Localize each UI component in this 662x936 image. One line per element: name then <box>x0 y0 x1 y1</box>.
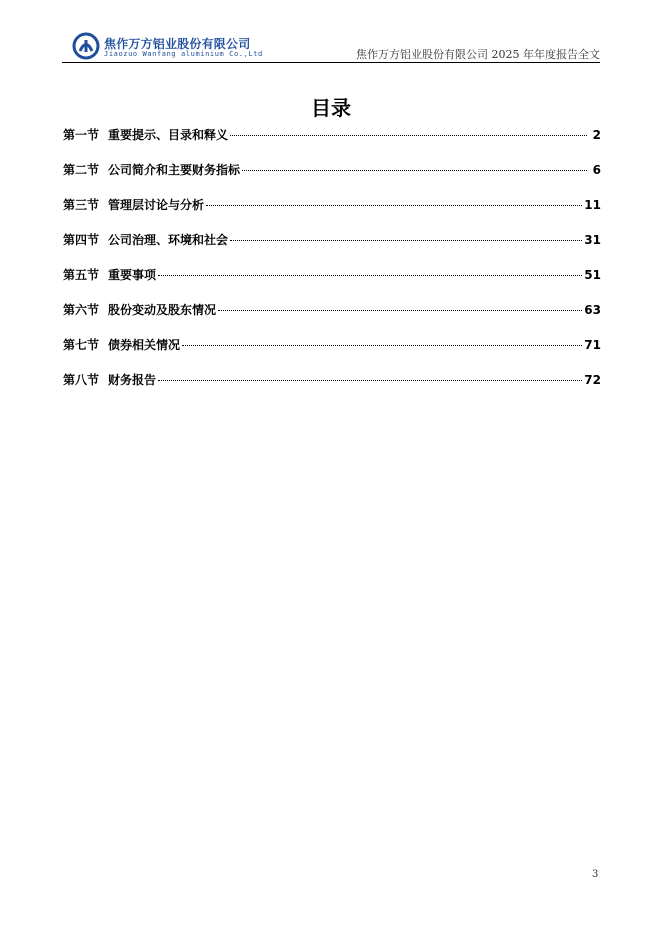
toc-entry[interactable] <box>63 336 601 371</box>
toc-entry[interactable] <box>63 196 601 231</box>
report-title: 焦作万方铝业股份有限公司 2025 年年度报告全文 <box>356 48 600 61</box>
toc-section-number: 第七节 <box>63 338 100 352</box>
toc-entry[interactable] <box>63 126 601 161</box>
toc-section-name: 公司简介和主要财务指标 <box>108 163 241 177</box>
toc-entry[interactable] <box>63 231 601 266</box>
toc-section-number: 第二节 <box>63 163 100 177</box>
toc-section-name: 重要提示、目录和释义 <box>108 128 229 142</box>
toc-dot-leader <box>242 170 587 171</box>
toc-page-number: 11 <box>584 198 601 212</box>
toc-section-name: 财务报告 <box>108 373 157 387</box>
toc-section-number: 第三节 <box>63 198 100 212</box>
toc-page-number: 2 <box>592 128 601 142</box>
toc-page-number: 6 <box>592 163 601 177</box>
toc-page-number: 51 <box>584 268 601 282</box>
logo-chinese-name: 焦作万方铝业股份有限公司 <box>104 37 251 51</box>
toc-section-name: 债券相关情况 <box>108 338 181 352</box>
toc-dot-leader <box>218 310 582 311</box>
toc-entry[interactable] <box>63 371 601 406</box>
toc-section-name: 公司治理、环境和社会 <box>108 233 229 247</box>
toc-page-number: 71 <box>584 338 601 352</box>
page-number: 3 <box>592 869 599 880</box>
toc-section-number: 第八节 <box>63 373 100 387</box>
toc-page-number: 31 <box>584 233 601 247</box>
toc-dot-leader <box>182 345 582 346</box>
toc-section-number: 第一节 <box>63 128 100 142</box>
toc-title: 目录 <box>311 96 351 120</box>
table-of-contents <box>63 126 601 406</box>
toc-page-number: 63 <box>584 303 601 317</box>
toc-dot-leader <box>230 240 582 241</box>
toc-dot-leader <box>206 205 582 206</box>
toc-entry[interactable] <box>63 301 601 336</box>
company-logo <box>72 32 263 60</box>
logo-english-name: Jiaozuo Wanfang aluminium Co.,Ltd <box>104 50 263 58</box>
toc-section-number: 第六节 <box>63 303 100 317</box>
toc-dot-leader <box>158 380 582 381</box>
toc-page-number: 72 <box>584 373 601 387</box>
company-logo-icon <box>72 32 100 60</box>
toc-entry[interactable] <box>63 266 601 301</box>
toc-section-number: 第四节 <box>63 233 100 247</box>
toc-section-number: 第五节 <box>63 268 100 282</box>
page-header <box>62 30 600 63</box>
toc-section-name: 股份变动及股东情况 <box>108 303 217 317</box>
toc-dot-leader <box>230 135 587 136</box>
toc-section-name: 管理层讨论与分析 <box>108 198 205 212</box>
toc-entry[interactable] <box>63 161 601 196</box>
toc-dot-leader <box>158 275 582 276</box>
toc-section-name: 重要事项 <box>108 268 157 282</box>
